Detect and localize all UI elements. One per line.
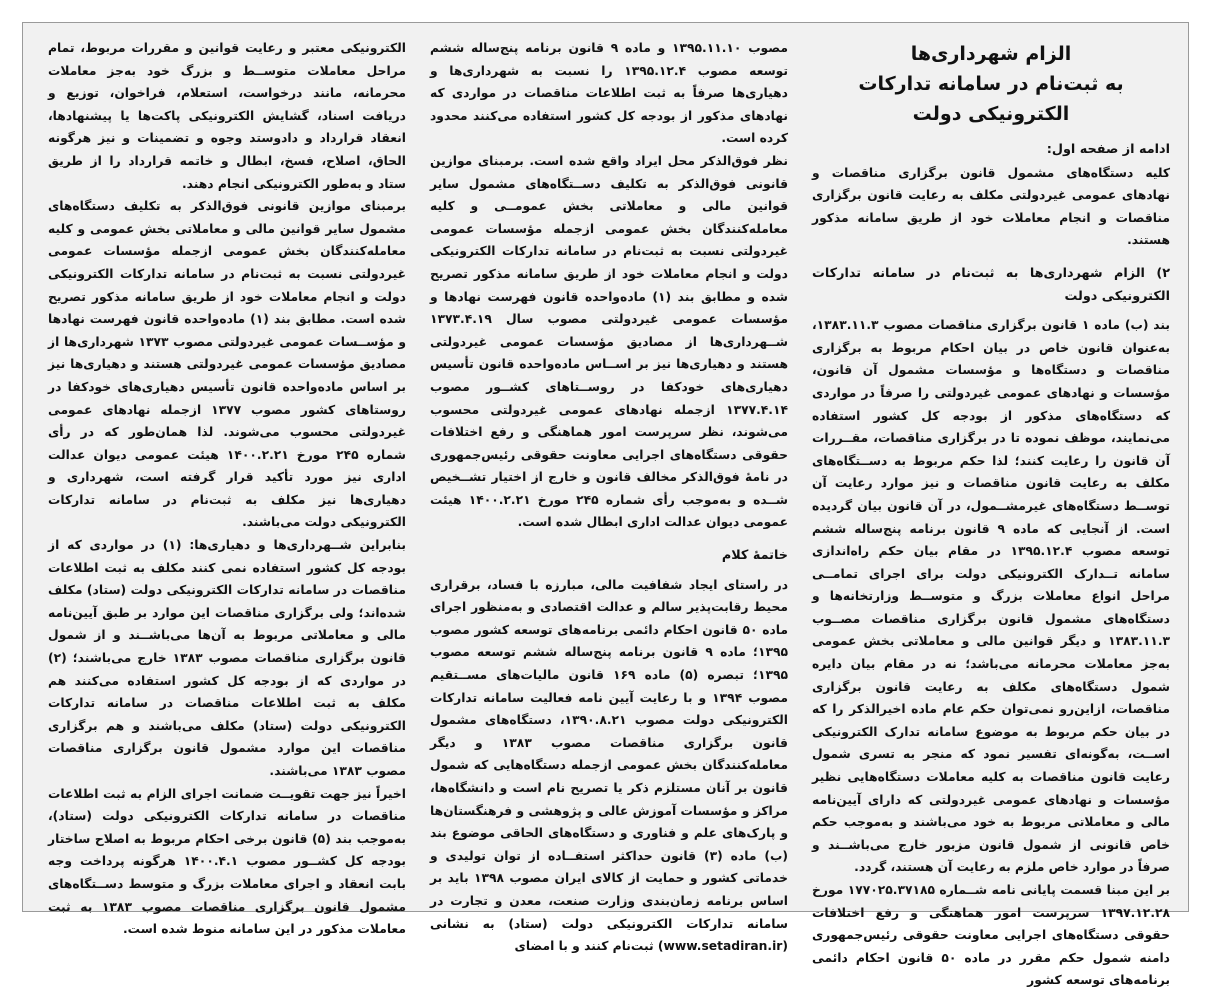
paragraph: در راستای ایجاد شفافیت مالی، مبارزه با فساد، برقراری محیط رقابت‌پذیر سالم و عدالت اقتصادی و به‌منظور اجرای ماده ۵۰ قانون احکام دائمی برنامه‌های توسعه کشور مصوب ۱۳۹۵؛ ماده ۹ قانون برنامه پنج‌ساله ششم توسعه مصوب ۱۳۹۵؛ تبصره (۵) ماده ۱۶۹ قانون مالیات‌های مســتقیم مصوب ۱۳۹۴ و با رعایت آیین نامه فعالیت سامانه تدارکات الکترونیکی دولت مصوب ۱۳۹۰.۸.۲۱، دستگاه‌های مشمول قانون برگزاری مناقصات مصوب ۱۳۸۳ و دیگر معامله‌کنندگان بخش عمومی ازجمله دستگاه‌هایی که شمول قانون بر آنان مستلزم ذکر یا تصریح نام است و دانشگاه‌ها، مراکز و مؤسسات آموزش عالی و پژوهشی و فرهنگستان‌ها و پارک‌های علم و فناوری و دستگاه‌های الحاقی موضوع بند (ب) ماده (۳) قانون حداکثر استفــاده از توان تولیدی و خدماتی کشور و حمایت از کالای ایران مصوب ۱۳۹۸ باید بر اساس برنامه زمان‌بندی وزارت صنعت، معدن و تجارت در سامانه تدارکات الکترونیکی دولت (ستاد) به نشانی (www.setadiran.ir) ثبت‌نام کنند و با امضای: [430, 577, 789, 954]
paragraph: بنابراین شــهرداری‌ها و دهیاری‌ها: (۱) در مواردی که از بودجه کل کشور استفاده نمی کنند مکلف به ثبت اطلاعات مناقصات در سامانه تدارکات الکترونیکی دولت (ستاد) مکلف شده‌اند؛ ولی برگزاری مناقصات این موارد بر طبق آیین‌نامه مالی و معاملاتی مربوط به آن‌ها می‌باشــند و از شمول قانون برگزاری مناقصات مصوب ۱۳۸۳ خارج می‌باشند؛ (۲) در مواردی که از بودجه کل کشور استفاده می‌کنند هم مکلف به ثبت اطلاعات مناقصات در سامانه تدارکات الکترونیکی دولت (ستاد) مکلف می‌باشند و هم برگزاری مناقصات این موارد مشمول قانون برگزاری مناقصات مصوب ۱۳۸۳ می‌باشند.: [48, 538, 406, 778]
paragraph: بند (ب) ماده ۱ قانون برگزاری مناقصات مصوب ۱۳۸۳.۱۱.۳، به‌عنوان قانون خاص در بیان احکام مربوط به برگزاری مناقصات و دستگاه‌ها و مؤسسات مشمول آن قانون، مؤسسات و نهادهای عمومی غیردولتی را صرفاً در مواردی که دستگاه‌های مذکور از بودجه کل کشور استفاده می‌نمایند، موظف نموده تا در برگزاری مناقصات، مقــررات آن قانون را رعایت کنند؛ لذا حکم مربوط به دســتگاه‌های مکلف به رعایت قانون مناقصات و نیز موارد رعایت آن توســط دستگاه‌های غیرمشــمول، در آن قانون بیان گردیده است. از آنجایی که ماده ۹ قانون برنامه پنج‌ساله ششم توسعه مصوب ۱۳۹۵.۱۲.۴ در مقام بیان حکم راه‌اندازی سامانه تــدارک الکترونیکی دولت برای اجرای تمامــی مراحل انواع معاملات بزرگ و متوســط وزارتخانه‌ها و دستگاه‌های مشمول قانون برگزاری مناقصات مصــوب ۱۳۸۳.۱۱.۳ و دیگر قوانین مالی و معاملاتی بخش عمومی به‌جز معاملات محرمانه می‌باشد؛ نه در مقام بیان دایره شمول دستگاه‌های مکلف به رعایت قانون برگزاری مناقصات، ازاین‌رو نمی‌توان حکم عام ماده اخیرالذکر را که در بیان حکم مربوط به موضوع سامانه تدارک الکترونیکی اســت، به‌گونه‌ای تفسیر نمود که منجر به تسری شمول رعایت قانون مناقصات به کلیه معاملات دستگاه‌هایی نظیر مؤسسات و نهادهای عمومی غیردولتی که دارای آیین‌نامه مالی و معاملاتی مربوط به خود می‌باشند و به‌موجب حکم خاص قانونی از شمول قانون مزبور خارج می‌باشــند و صرفاً در موارد خاص ملزم به رعایت آن هستند، گردد.: [812, 318, 1170, 875]
article-page: [22, 22, 1189, 988]
section-heading: ۲) الزام شهرداری‌ها به ثبت‌نام در سامانه تدارکات الکترونیکی دولت: [812, 265, 1170, 304]
column-right: [812, 37, 1171, 988]
title-line-1: الزام شهرداری‌ها: [910, 43, 1072, 65]
column-left: [48, 37, 406, 937]
paragraph: اخیراً نیز جهت تقویــت ضمانت اجرای الزام به ثبت اطلاعات مناقصات در سامانه تدارکات الکترونیکی دولت (ستاد)، به‌موجب بند (۵) قانون برخی احکام مربوط به اصلاح ساختار بودجه کل کشــور مصوب ۱۴۰۰.۴.۱ هرگونه پرداخت وجه بابت انعقاد و اجرای معاملات بزرگ و متوسط دســتگاه‌های مشمول قانون برگزاری مناقصات مصوب ۱۳۸۳ به ثبت معاملات مذکور در این سامانه منوط شده است.: [48, 786, 406, 937]
title-line-2: به ثبت‌نام در سامانه تدارکات الکترونیکی دولت: [858, 73, 1124, 125]
paragraph: برمبنای موازین قانونی فوق‌الذکر به تکلیف دستگاه‌های مشمول سایر قوانین مالی و معاملاتی بخش عمومی و کلیه معامله‌کنندگان بخش عمومی ازجمله مؤسسات عمومی غیردولتی نسبت به ثبت‌نام در سامانه تدارکات الکترونیکی دولت و انجام معاملات خود از طریق سامانه مذکور تصریح شده است. مطابق بند (۱) ماده‌واحده قانون فهرست نهادها و مؤســسات عمومی غیردولتی مصوب ۱۳۷۳ شهرداری‌ها از مصادیق مؤسسات عمومی غیردولتی هستند و دهیاری‌ها نیز بر اساس ماده‌واحده قانون تأسیس دهیاری‌های خودکفا در روستاهای کشور مصوب ۱۳۷۷ ازجمله نهادهای عمومی غیردولتی محسوب می‌شوند. لذا همان‌طور که در رأی شماره ۲۴۵ مورخ ۱۴۰۰.۲.۲۱ هیئت عمومی دیوان عدالت اداری نیز مورد تأکید قرار گرفته است، شهرداری و دهیاری‌ها نیز مکلف به ثبت‌نام در سامانه تدارکات الکترونیکی دولت می‌باشند.: [48, 199, 406, 530]
paragraph: الکترونیکی معتبر و رعایت قوانین و مقررات مربوط، تمام مراحل معاملات متوســط و بزرگ خود به‌جز معاملات محرمانه، مانند درخواست، استعلام، فراخوان، توزیع و دریافت اسناد، گشایش الکترونیکی پاکت‌ها یا پیشنهادها، انعقاد قرارداد و دادوستد وجوه و تضمینات و نیز هرگونه الحاق، اصلاح، فسخ، ابطال و خاتمه قرارداد را از طریق ستاد و به‌طور الکترونیکی انجام دهند.: [48, 41, 406, 191]
column-middle: [430, 37, 789, 954]
paragraph: مصوب ۱۳۹۵.۱۱.۱۰ و ماده ۹ قانون برنامه پنج‌ساله ششم توسعه مصوب ۱۳۹۵.۱۲.۴ را نسبت به شهرداری‌ها و دهیاری‌ها صرفاً به ثبت اطلاعات مناقصات در مواردی که نهادهای مذکور از بودجه کل کشور استفاده می‌کنند محدود کرده است.: [430, 41, 788, 146]
paragraph: بر این مبنا قسمت پایانی نامه شــماره ۱۷۷۰۲۵.۳۷۱۸۵ مورخ ۱۳۹۷.۱۲.۲۸ سرپرست امور هماهنگی و رفع اختلافات حقوقی دستگاه‌های اجرایی معاونت حقوقی رئیس‌جمهوری دامنه شمول حکم مقرر در ماده ۵۰ قانون احکام دائمی برنامه‌های توسعه کشور: [812, 883, 1171, 988]
paragraph: کلیه دستگاه‌های مشمول قانون برگزاری مناقصات و نهادهای عمومی غیردولتی مکلف به رعایت قانون برگزاری مناقصات و انجام معاملات خود از طریق سامانه مذکور هستند.: [812, 165, 1170, 248]
article-title: [812, 39, 1170, 129]
conclusion-heading: خاتمهٔ کلام: [721, 548, 788, 564]
continued-label: ادامه از صفحه اول:: [1046, 142, 1170, 157]
paragraph: نظر فوق‌الذکر محل ایراد واقع شده است. برمبنای موازین قانونی فوق‌الذکر به تکلیف دســتگاه‌های مشمول سایر قوانین مالی و معاملاتی بخش عمومــی و کلیه معامله‌کنندگان بخش عمومی ازجمله مؤسسات عمومی غیردولتی نسبت به ثبت‌نام در سامانه تدارکات الکترونیکی دولت و انجام معاملات خود از طریق سامانه مذکور تصریح شده و مطابق بند (۱) ماده‌واحده قانون فهرست نهادها و مؤسسات عمومی غیردولتی مصوب سال ۱۳۷۳.۴.۱۹ شــهرداری‌ها از مصادیق مؤسسات عمومی غیردولتی هستند و دهیاری‌ها نیز بر اســاس ماده‌واحده قانون تأسیس دهیاری‌های خودکفا در روســتاهای کشــور مصوب ۱۳۷۷.۴.۱۴ ازجمله نهادهای عمومی غیردولتی محسوب می‌شوند، نظر سرپرست امور هماهنگی و رفع اختلافات حقوقی دستگاه‌های اجرایی معاونت حقوقی رئیس‌جمهوری در نامهٔ فوق‌الذکر مخالف قانون و خارج از اختیار تشــخیص شــده و به‌موجب رأی شماره ۲۴۵ مورخ ۱۴۰۰.۲.۲۱ هیئت عمومی دیوان عدالت اداری ابطال شده است.: [430, 153, 789, 530]
